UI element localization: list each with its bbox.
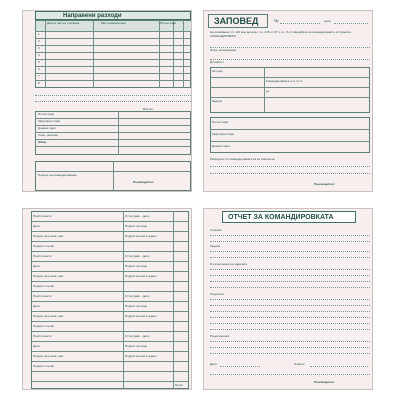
- sheet-report: [203, 208, 373, 390]
- log-date-1: Дата: [33, 224, 40, 228]
- log-depart-3: Отпътувал - дата: [125, 294, 150, 298]
- log-issuer-3: Подпис на кой е издал: [125, 314, 157, 318]
- report-field-proposals: Предложения: [210, 334, 230, 338]
- order-field-travel: Пътни пари: [212, 120, 229, 124]
- order-field-org: Ф-ма, организация: [210, 48, 237, 52]
- log-issuer-2: Подпис на кой е издал: [125, 274, 157, 278]
- order-field-account: Разходите по командировката са за сметка на: [210, 157, 275, 161]
- log-stamp-1: Подпис и печат: [33, 244, 55, 248]
- log-arrived-4: Пристигнал в: [33, 334, 52, 338]
- report-field-task: Задача: [210, 244, 221, 248]
- sheet-travel-log: [22, 208, 192, 390]
- log-date-3: Дата: [33, 304, 40, 308]
- order-field-from: Командировката е от гр./с.: [266, 79, 304, 83]
- totals-label: Всичко: [143, 107, 153, 111]
- log-issuer-1: Подпис на кой е издал: [125, 234, 157, 238]
- log-person-1: Подпис на лице: [125, 224, 148, 228]
- col-travel: Пътни пари: [160, 21, 177, 25]
- log-person-4: Подпис на лице: [125, 344, 148, 348]
- order-field-to: до: [266, 89, 270, 93]
- row-num: 3: [38, 46, 40, 50]
- sheet-order: [203, 10, 373, 192]
- log-sign-2: Подпис на ръков. щат: [33, 274, 64, 278]
- log-depart-4: Отпътувал - дата: [125, 334, 150, 338]
- report-date-label: Дата: [210, 362, 217, 366]
- log-depart-1: Отпътувал - дата: [125, 214, 150, 218]
- footer-special: Спец. разходи: [38, 133, 59, 137]
- footer-lodging: Квартирни пари: [38, 119, 61, 123]
- footer-daily: Дневни пари: [38, 126, 56, 130]
- row-num: 8: [38, 81, 40, 85]
- row-num: 6: [38, 67, 40, 71]
- col-date: Дата и час на тръгване: [47, 21, 80, 25]
- row-num: 4: [38, 53, 40, 57]
- report-field-re: Относно: [210, 228, 222, 232]
- order-field-position: Длъжност: [210, 60, 224, 64]
- sheet-expenses: [22, 10, 192, 192]
- log-person-3: Подпис на лице: [125, 304, 148, 308]
- order-title: ЗАПОВЕД: [214, 16, 259, 26]
- order-intro: На основание чл. 121 във връзка с чл. 215 от КТ и чл. 8 от Наредбата за командировките в страната КОМАНДИРОВАМ: [210, 30, 351, 38]
- log-sign-1: Подпис на ръков. щат: [33, 234, 64, 238]
- log-arrived-3: Пристигнал в: [33, 294, 52, 298]
- order-number-label: №: [274, 18, 279, 23]
- log-depart-2: Отпътувал - дата: [125, 254, 150, 258]
- log-issuer-4: Подпис на кой е издал: [125, 354, 157, 358]
- log-arrived-2: Пристигнал в: [33, 254, 52, 258]
- footer-total: Общо: [38, 140, 47, 144]
- row-num: 5: [38, 60, 40, 64]
- log-stamp-2: Подпис и печат: [33, 284, 55, 288]
- col-destination: Местоназначение: [101, 21, 126, 25]
- manager-signature-order: Ръководител:: [314, 182, 335, 186]
- order-field-term: За срок: [212, 69, 223, 73]
- log-stamp-4: Подпис и печат: [33, 364, 55, 368]
- log-sign-4: Подпис на ръков. щат: [33, 354, 64, 358]
- row-num: 7: [38, 74, 40, 78]
- row-num: 1: [38, 32, 40, 36]
- commissioned-signature: Подпис на командирования: [38, 173, 77, 177]
- log-stamp-label: Печат: [175, 383, 184, 387]
- report-sign-label: Подпис:: [294, 362, 306, 366]
- order-field-task: Задача: [212, 99, 223, 103]
- order-field-daily: Дневни пари: [212, 144, 230, 148]
- footer-travel: Пътни пари: [38, 112, 55, 116]
- log-arrived-1: Пристигнал в: [33, 214, 52, 218]
- expenses-title: Направени разходи: [63, 13, 122, 19]
- log-date-4: Дата: [33, 344, 40, 348]
- manager-signature-report: Ръководител:: [314, 380, 335, 384]
- row-num: 2: [38, 39, 40, 43]
- log-sign-3: Подпис на ръков. щат: [33, 314, 64, 318]
- manager-signature-left: Ръководител:: [133, 180, 154, 184]
- log-stamp-3: Подпис и печат: [33, 324, 55, 328]
- report-title: ОТЧЕТ ЗА КОМАНДИРОВКАТА: [228, 214, 334, 221]
- report-field-execution: В изпълнение на задачата: [210, 262, 248, 266]
- order-field-lodging: Квартирни пари: [212, 132, 235, 136]
- log-person-2: Подпис на лице: [125, 264, 148, 268]
- report-field-results: Резултати: [210, 292, 224, 296]
- log-date-2: Дата: [33, 264, 40, 268]
- order-date-label: дата: [324, 19, 331, 23]
